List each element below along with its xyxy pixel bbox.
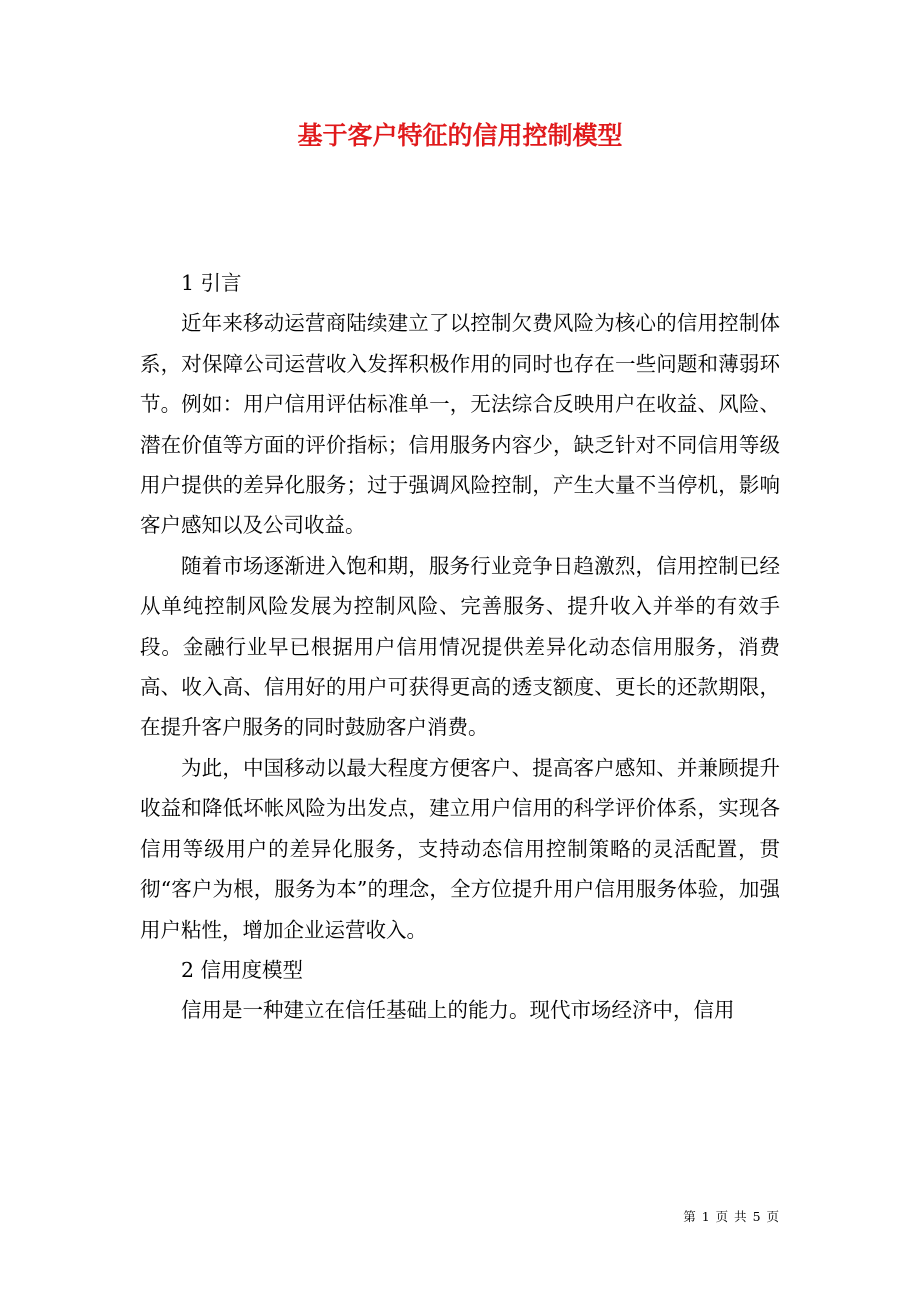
paragraph-background: 近年来移动运营商陆续建立了以控制欠费风险为核心的信用控制体系，对保障公司运营收入发挥积极作用的同时也存在一些问题和薄弱环节。例如：用户信用评估标准单一，无法综合反映用户在收益、风险、潜在价值等方面的评价指标；信用服务内容少，缺乏针对不同信用等级用户提供的差异化服务；过于强调风险控制，产生大量不当停机，影响客户感知以及公司收益。	[140, 311, 780, 538]
section-heading-introduction: 1 引言	[181, 271, 242, 295]
paragraph-china-mobile: 为此，中国移动以最大程度方便客户、提高客户感知、并兼顾提升收益和降低坏帐风险为出发点，建立用户信用的科学评价体系，实现各信用等级用户的差异化服务，支持动态信用控制策略的灵活配置，贯彻“客户为根，服务为本”的理念，全方位提升用户信用服务体验，加强用户粘性，增加企业运营收入。	[140, 755, 780, 942]
paragraph-credit-definition: 信用是一种建立在信任基础上的能力。现代市场经济中，信用	[181, 998, 735, 1023]
section-heading-credit-model: 2 信用度模型	[181, 957, 304, 982]
document-body	[140, 263, 780, 1031]
paragraph-market: 随着市场逐渐进入饱和期，服务行业竞争日趋激烈，信用控制已经从单纯控制风险发展为控制风险、完善服务、提升收入并举的有效手段。金融行业早已根据用户信用情况提供差异化动态信用服务，消费高、收入高、信用好的用户可获得更高的透支额度、更长的还款期限，在提升客户服务的同时鼓励客户消费。	[140, 553, 780, 740]
page-number-footer: 第 1 页 共 5 页	[683, 1209, 780, 1224]
document-title: 基于客户特征的信用控制模型	[297, 121, 623, 150]
